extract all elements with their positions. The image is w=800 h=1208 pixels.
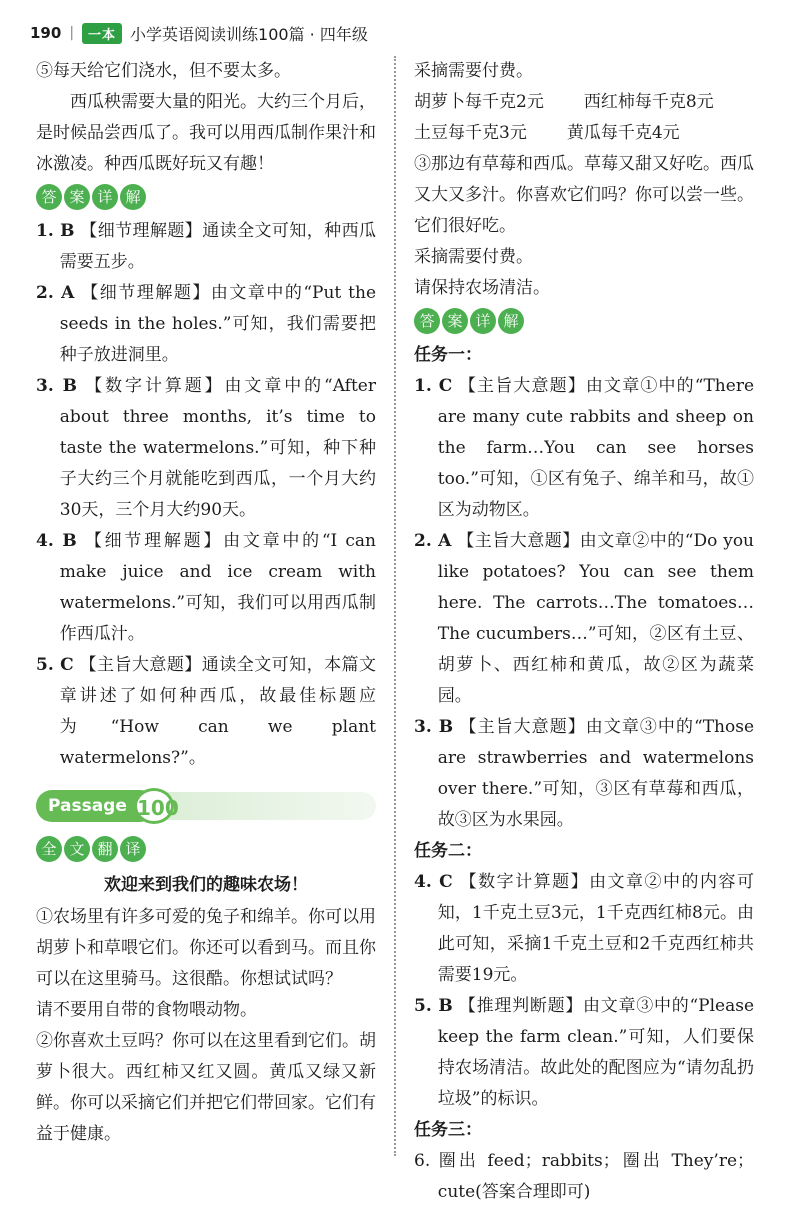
- page-header: [30, 18, 368, 48]
- answer-item: [414, 991, 754, 1115]
- answer-text: 【主旨大意题】由文章①中的“There are many cute rabbits and sheep on the farm…You can see horses too.”可知，①区有兔子、绵羊和马，故①区为动物区。: [437, 376, 755, 520]
- price-row: [414, 87, 754, 118]
- answer-item: [36, 650, 376, 774]
- answer-item: [36, 278, 376, 371]
- price-item: 胡萝卜每千克2元: [414, 92, 544, 112]
- answer-text: 【主旨大意题】通读全文可知，本篇文章讲述了如何种西瓜，故最佳标题应为“How can we plant watermelons?”。: [59, 655, 377, 768]
- pay-note-2: 采摘需要付费。: [414, 247, 533, 267]
- book-title: 小学英语阅读训练100篇 · 四年级: [130, 24, 368, 44]
- badge-char: 详: [470, 308, 496, 334]
- clean-note: 请保持农场清洁。: [414, 278, 550, 298]
- answer-number: 5. C: [36, 655, 74, 675]
- step-five: ⑤每天给它们浇水，但不要太多。: [36, 61, 291, 81]
- passage-number: 100: [134, 788, 174, 824]
- answer-item: [414, 526, 754, 712]
- answer-badge: [414, 308, 754, 334]
- badge-char: 答: [414, 308, 440, 334]
- answer-text: 【细节理解题】由文章中的“I can make juice and ice cream with watermelons.”可知，我们可以用西瓜制作西瓜汁。: [59, 531, 376, 644]
- task-heading: 任务一：: [414, 345, 482, 365]
- badge-char: 解: [498, 308, 524, 334]
- answer-item: [414, 712, 754, 836]
- badge-char: 解: [120, 184, 146, 210]
- answer-text: 【主旨大意题】由文章②中的“Do you like potatoes? You can see them here. The carrots…The tomatoes…The cucumbers…”可知，②区有土豆、胡萝卜、西红柿和黄瓜，故②区为蔬菜园。: [437, 531, 754, 706]
- page-number: 190: [30, 24, 62, 42]
- answer-number: 1. C: [414, 376, 453, 396]
- answer-number: 3. B: [36, 376, 77, 396]
- answer-number: 2. A: [36, 283, 75, 303]
- answer-item: [36, 371, 376, 526]
- passage-header-bar: [36, 788, 376, 824]
- answer-text: 圈出 feed；rabbits；圈出 They’re；cute(答案合理即可): [437, 1151, 755, 1202]
- translation-section-3: ③那边有草莓和西瓜。草莓又甜又好吃。西瓜又大又多汁。你喜欢它们吗？你可以尝一些。它们很好吃。: [414, 154, 754, 236]
- price-item: 西红柿每千克8元: [583, 92, 714, 112]
- left-column: [36, 56, 376, 1150]
- passage-label: Passage: [48, 796, 127, 816]
- answer-number: 5. B: [414, 996, 453, 1016]
- answer-number: 3. B: [414, 717, 454, 737]
- task-heading: 任务三：: [414, 1120, 482, 1140]
- badge-char: 案: [64, 184, 90, 210]
- badge-char: 翻: [92, 836, 118, 862]
- answer-number: 4. C: [414, 872, 453, 892]
- translation-title: 欢迎来到我们的趣味农场！: [104, 875, 308, 895]
- answer-number: 4. B: [36, 531, 77, 551]
- column-divider: [394, 56, 396, 1156]
- badge-char: 全: [36, 836, 62, 862]
- badge-char: 案: [442, 308, 468, 334]
- answer-number: 1. B: [36, 221, 75, 241]
- answer-number: 6.: [414, 1151, 431, 1171]
- badge-char: 译: [120, 836, 146, 862]
- translation-section-1: ①农场里有许多可爱的兔子和绵羊。你可以用胡萝卜和草喂它们。你还可以看到马。而且你可以在这里骑马。这很酷。你想试试吗？: [36, 907, 376, 989]
- answer-text: 【细节理解题】由文章中的“Put the seeds in the holes.”可知，我们需要把种子放进洞里。: [59, 283, 377, 365]
- translation-badge: [36, 836, 376, 862]
- brand-logo: 一本: [82, 23, 122, 44]
- answer-item: [36, 216, 376, 278]
- answer-number: 2. A: [414, 531, 452, 551]
- answer-item: [414, 1146, 754, 1208]
- header-separator: |: [69, 25, 75, 41]
- answer-item: [414, 867, 754, 991]
- answer-text: 【主旨大意题】由文章③中的“Those are strawberries and watermelons over there.”可知，③区有草莓和西瓜，故③区为水果园。: [437, 717, 755, 830]
- answer-item: [414, 371, 754, 526]
- answer-text: 【数字计算题】由文章中的“After about three months, it’s time to taste the watermelons.”可知，种下种子大约三个月就能吃到西瓜，一个月大约30天，三个月大约90天。: [59, 376, 376, 520]
- price-item: 土豆每千克3元: [414, 123, 527, 143]
- price-item: 黄瓜每千克4元: [566, 123, 680, 143]
- price-row: [414, 118, 754, 149]
- badge-char: 答: [36, 184, 62, 210]
- badge-char: 文: [64, 836, 90, 862]
- answer-item: [36, 526, 376, 650]
- answer-text: 【推理判断题】由文章③中的“Please keep the farm clean.”可知，人们要保持农场清洁。故此处的配图应为“请勿乱扔垃圾”的标识。: [437, 996, 755, 1109]
- right-column: [414, 56, 754, 1208]
- badge-char: 详: [92, 184, 118, 210]
- answer-text: 【细节理解题】通读全文可知，种西瓜需要五步。: [59, 221, 377, 272]
- pay-note: 采摘需要付费。: [414, 61, 533, 81]
- answer-badge: [36, 184, 376, 210]
- task-heading: 任务二：: [414, 841, 482, 861]
- translation-section-2: ②你喜欢土豆吗？你可以在这里看到它们。胡萝卜很大。西红柿又红又圆。黄瓜又绿又新鲜。你可以采摘它们并把它们带回家。它们有益于健康。: [36, 1031, 376, 1144]
- answer-text: 【数字计算题】由文章②中的内容可知，1千克土豆3元，1千克西红柿8元。由此可知，采摘1千克土豆和2千克西红柿共需要19元。: [437, 872, 755, 985]
- summary-paragraph: 西瓜秧需要大量的阳光。大约三个月后，是时候品尝西瓜了。我可以用西瓜制作果汁和冰激凌。种西瓜既好玩又有趣！: [36, 92, 376, 174]
- translation-note-1: 请不要用自带的食物喂动物。: [36, 1000, 257, 1020]
